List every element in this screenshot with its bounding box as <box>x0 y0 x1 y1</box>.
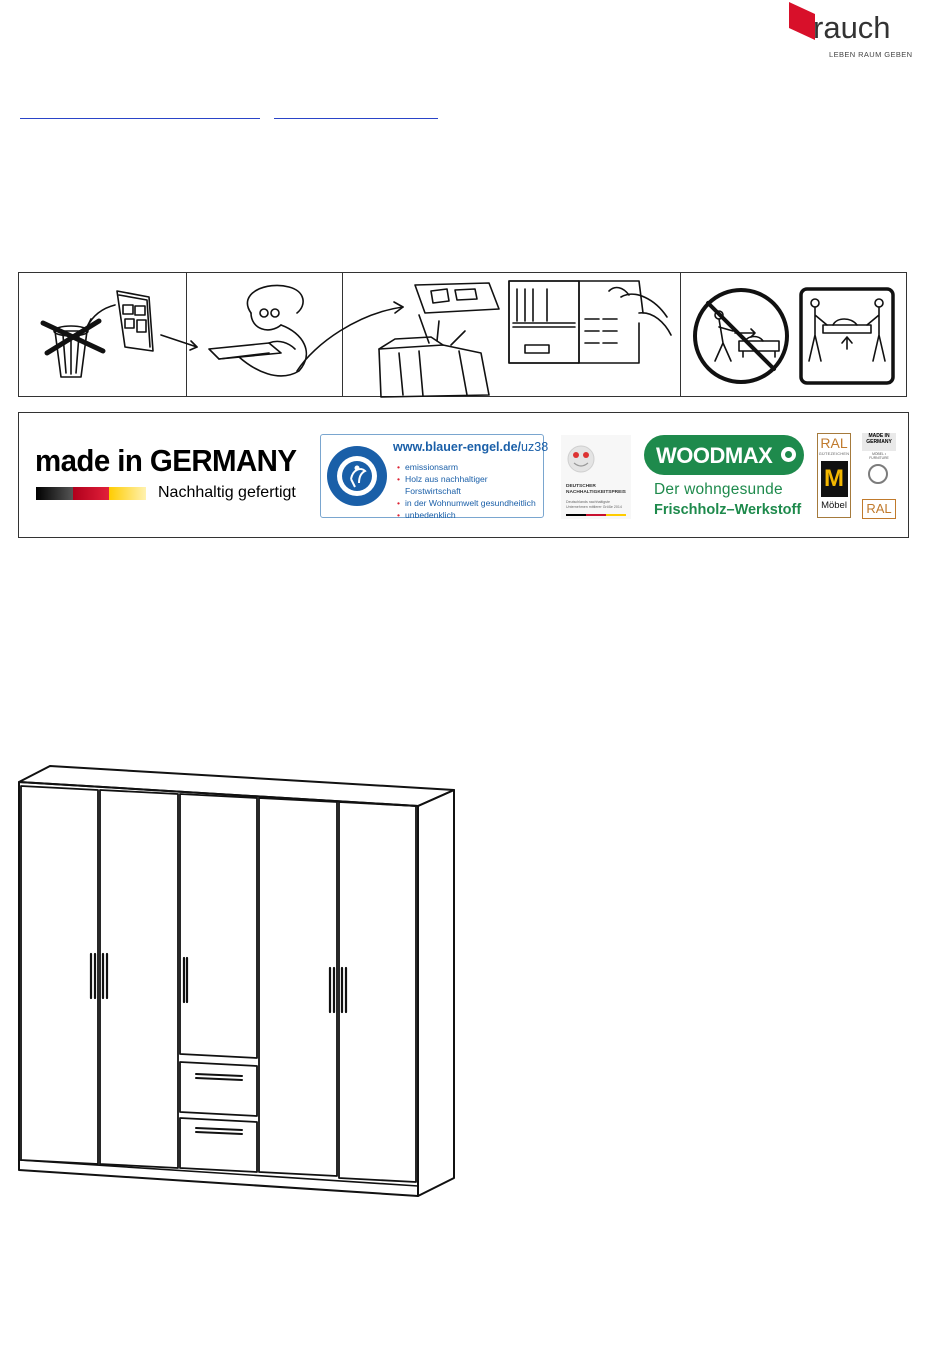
certificate-banner <box>18 412 909 538</box>
mig-seal-emblem-icon <box>868 464 888 484</box>
blauer-engel-badge <box>320 434 549 520</box>
instruction-illustrations <box>19 273 908 398</box>
award-globe-icon <box>561 435 631 483</box>
ral-guetezeichen: GÜTEZEICHEN <box>818 452 850 456</box>
document-link-1[interactable] <box>20 104 260 119</box>
wardrobe-door <box>180 794 257 1058</box>
brand-wordmark: rauch <box>813 10 891 45</box>
mig-seal-head: MADE IN GERMANY <box>862 433 896 451</box>
woodmax-name: WOODMAX <box>656 443 773 468</box>
german-flag-stripe <box>36 487 146 500</box>
mig-seal-ral: RAL <box>862 499 896 519</box>
blauer-engel-criteria <box>397 461 543 521</box>
wardrobe-drawer <box>180 1062 257 1116</box>
instruction-strip <box>18 272 907 397</box>
blauer-engel-seal-icon <box>321 435 391 517</box>
woodmax-tagline-2: Frischholz–Werkstoff <box>654 502 802 518</box>
blauer-engel-item: • emissionsarm <box>397 461 543 473</box>
door-handle-icon <box>103 954 107 998</box>
lift-furniture-icon <box>801 289 893 383</box>
made-in-germany-title: made in GERMANY <box>35 443 297 478</box>
wardrobe-drawing <box>14 758 459 1198</box>
wardrobe-drawer <box>180 1118 257 1172</box>
trash-crossed-icon <box>43 291 153 377</box>
blauer-engel-item: • in der Wohnumwelt gesundheitlich <box>397 497 543 509</box>
ral-moebel-badge <box>817 433 851 518</box>
wardrobe-door <box>100 790 178 1168</box>
award-flag-bar <box>566 514 626 516</box>
award-caption: Deutschlands nachhaltigste Unternehmen mittlerer Größe 2014 <box>566 500 622 509</box>
reading-person-icon <box>161 285 306 375</box>
award-title: DEUTSCHER NACHHALTIGKEITSPREIS <box>566 484 626 495</box>
ral-label: RAL <box>820 435 848 451</box>
door-handle-icon <box>342 968 346 1012</box>
brand-tagline: LEBEN RAUM GEBEN <box>829 50 913 59</box>
ral-moebel-label: Möbel <box>821 500 847 511</box>
woodmax-dot-icon <box>781 447 796 462</box>
door-handle-icon <box>91 954 95 998</box>
wardrobe-door <box>339 802 416 1182</box>
door-handle-icon <box>184 958 187 1002</box>
wardrobe-door <box>21 786 98 1164</box>
made-in-germany-seal <box>862 433 896 519</box>
door-handle-icon <box>330 968 334 1012</box>
blauer-engel-item-cont: • unbedenklich <box>397 509 543 521</box>
mig-seal-sub: MÖBEL • FURNITURE <box>869 452 889 460</box>
blauer-engel-item: • Holz aus nachhaltiger Forstwirtschaft <box>397 473 543 497</box>
nachhaltigkeitspreis-badge <box>561 435 631 519</box>
drawer-handle-icon <box>196 1128 242 1134</box>
blauer-engel-url: www.blauer-engel.de/uz38 <box>393 440 549 454</box>
woodmax-logo <box>644 435 804 475</box>
no-drag-furniture-icon <box>695 290 787 382</box>
moebel-m-icon <box>821 461 848 497</box>
wardrobe-door <box>259 798 337 1176</box>
file-folder-icon <box>297 281 671 397</box>
brand-logo <box>787 2 911 62</box>
woodmax-tagline-1: Der wohngesunde <box>654 481 783 498</box>
made-in-germany-subtitle: Nachhaltig gefertigt <box>158 484 296 501</box>
wardrobe-side <box>418 790 454 1196</box>
drawer-handle-icon <box>196 1074 242 1080</box>
document-link-2[interactable] <box>274 104 438 119</box>
